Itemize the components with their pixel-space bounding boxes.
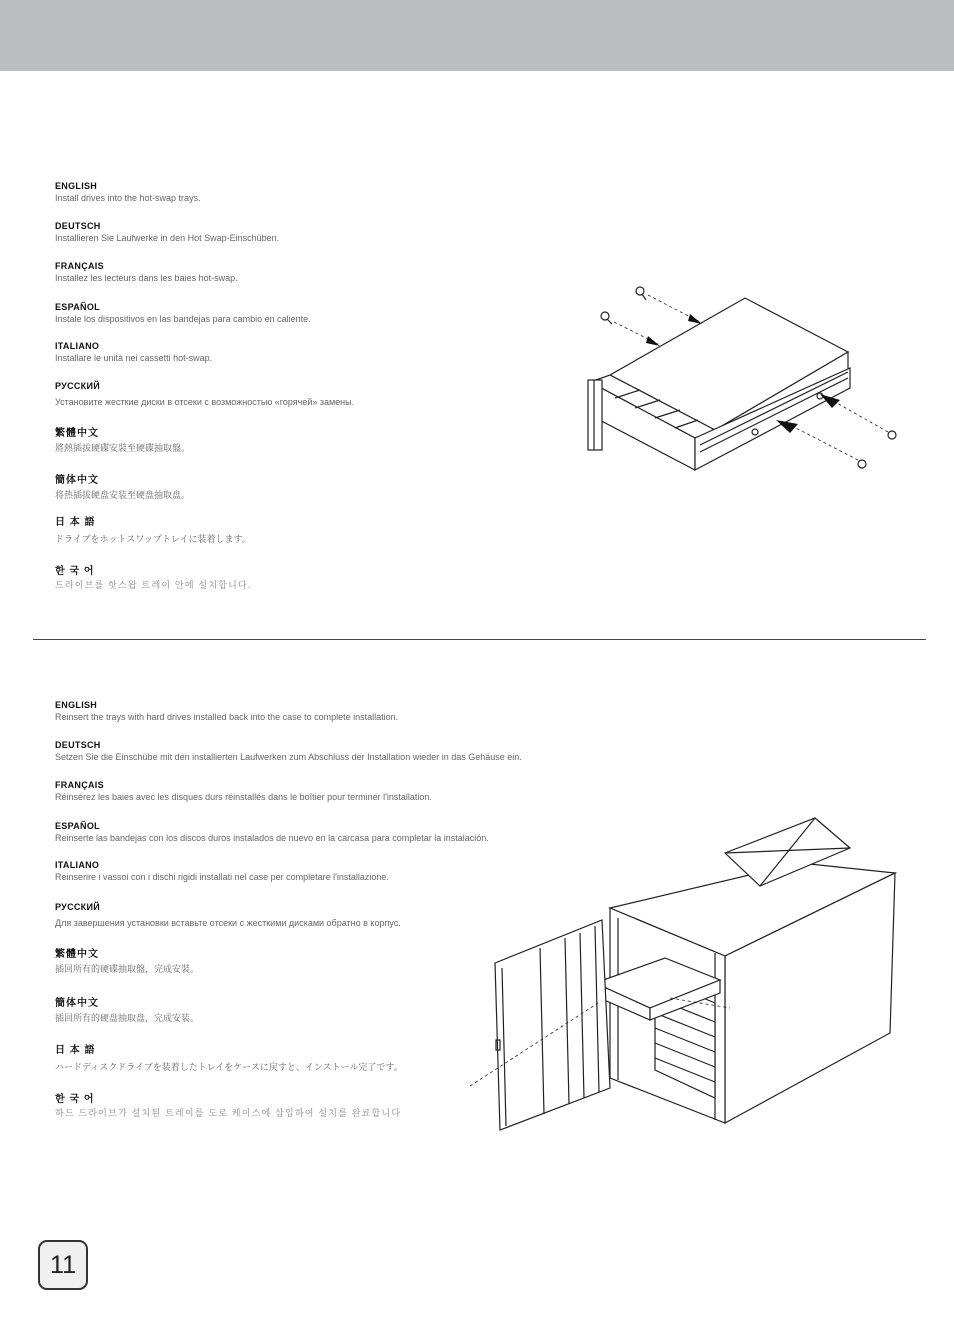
instruction-english — [55, 181, 655, 204]
instruction-text: Для завершения установки вставьте отсеки с жесткими дисками обратно в корпус. — [55, 918, 401, 928]
instruction-text: Réinsérez les baies avec les disques durs réinstallés dans le boîtier pour terminer l'installation. — [55, 792, 432, 802]
instruction-japanese — [55, 517, 655, 545]
drive-tray-illustration — [580, 280, 910, 495]
language-label: 日 本 語 — [55, 517, 96, 528]
language-label: 日 本 語 — [55, 1045, 96, 1056]
instruction-text: 插回所有的硬碟抽取盤，完成安裝。 — [55, 964, 200, 974]
instruction-espanol — [55, 302, 655, 325]
language-label: 한 국 어 — [55, 1094, 95, 1105]
instruction-text: 드라이브를 핫스왑 트레이 안에 설치합니다. — [55, 580, 252, 590]
language-label: ITALIANO — [55, 860, 100, 870]
instruction-francais — [55, 780, 655, 803]
language-label: DEUTSCH — [55, 221, 101, 231]
language-label: FRANÇAIS — [55, 780, 104, 790]
instruction-text: Reinserte las bandejas con los discos duros instalados de nuevo en la carcasa para completar la instalación. — [55, 833, 489, 843]
instruction-text: ハードディスクドライブを装着したトレイをケースに戻すと、インストール完了です。 — [55, 1062, 403, 1072]
instruction-text: 插回所有的硬盘抽取盘，完成安装。 — [55, 1013, 200, 1023]
instruction-text: Installez les lecteurs dans les baies hot-swap. — [55, 273, 238, 283]
instruction-text: 將熱插拔硬碟安裝至硬碟抽取盤。 — [55, 443, 191, 453]
instruction-text: Install drives into the hot-swap trays. — [55, 193, 201, 203]
language-label: FRANÇAIS — [55, 261, 104, 271]
instruction-text: Installieren Sie Laufwerke in den Hot Swap-Einschüben. — [55, 233, 280, 243]
instruction-francais — [55, 261, 655, 284]
language-label: ESPAÑOL — [55, 821, 100, 831]
language-label: ITALIANO — [55, 341, 100, 351]
language-label: 簡体中文 — [55, 475, 99, 486]
instruction-text: Reinsert the trays with hard drives installed back into the case to complete installation. — [55, 712, 399, 722]
language-label: 繁體中文 — [55, 949, 99, 960]
instruction-text: 将热插拔硬盘安装至硬盘抽取盘。 — [55, 490, 191, 500]
language-label: РУССКИЙ — [55, 902, 101, 912]
instruction-text: 하드 드라이브가 설치된 트레이를 도로 케이스에 삽입하여 설치를 완료합니다 — [55, 1108, 402, 1118]
instruction-traditional-chinese — [55, 428, 655, 454]
instruction-text: Installare le unità nei cassetti hot-swap. — [55, 353, 213, 363]
instruction-russian — [55, 381, 655, 408]
language-label: ENGLISH — [55, 181, 98, 191]
instruction-text: Instale los dispositivos en las bandejas para cambio en caliente. — [55, 314, 311, 324]
instruction-deutsch — [55, 740, 655, 763]
section-divider — [33, 639, 926, 640]
language-label: DEUTSCH — [55, 740, 101, 750]
language-label: 한 국 어 — [55, 566, 95, 577]
language-label: РУССКИЙ — [55, 381, 101, 391]
language-label: 繁體中文 — [55, 428, 99, 439]
language-label: 簡体中文 — [55, 998, 99, 1009]
language-label: ENGLISH — [55, 700, 98, 710]
instruction-text: Setzen Sie die Einschübe mit den installierten Laufwerken zum Abschluss der Installation wieder in das Gehäuse ein. — [55, 752, 522, 762]
instruction-text: ドライブをホットスワップトレイに装着します。 — [55, 534, 251, 544]
case-reinsert-illustration — [470, 808, 910, 1138]
instruction-english — [55, 700, 655, 723]
instruction-korean — [55, 566, 655, 591]
instruction-deutsch — [55, 221, 655, 244]
instruction-text: Reinserire i vassoi con i dischi rigidi installati nel case per completare l'installazione. — [55, 872, 389, 882]
header-bar — [0, 0, 954, 71]
instruction-simplified-chinese — [55, 475, 655, 501]
instruction-italiano — [55, 341, 655, 364]
page-number: 11 — [38, 1240, 88, 1290]
instruction-text: Установите жесткие диски в отсеки с возможностью «горячей» замены. — [55, 397, 355, 407]
language-label: ESPAÑOL — [55, 302, 100, 312]
